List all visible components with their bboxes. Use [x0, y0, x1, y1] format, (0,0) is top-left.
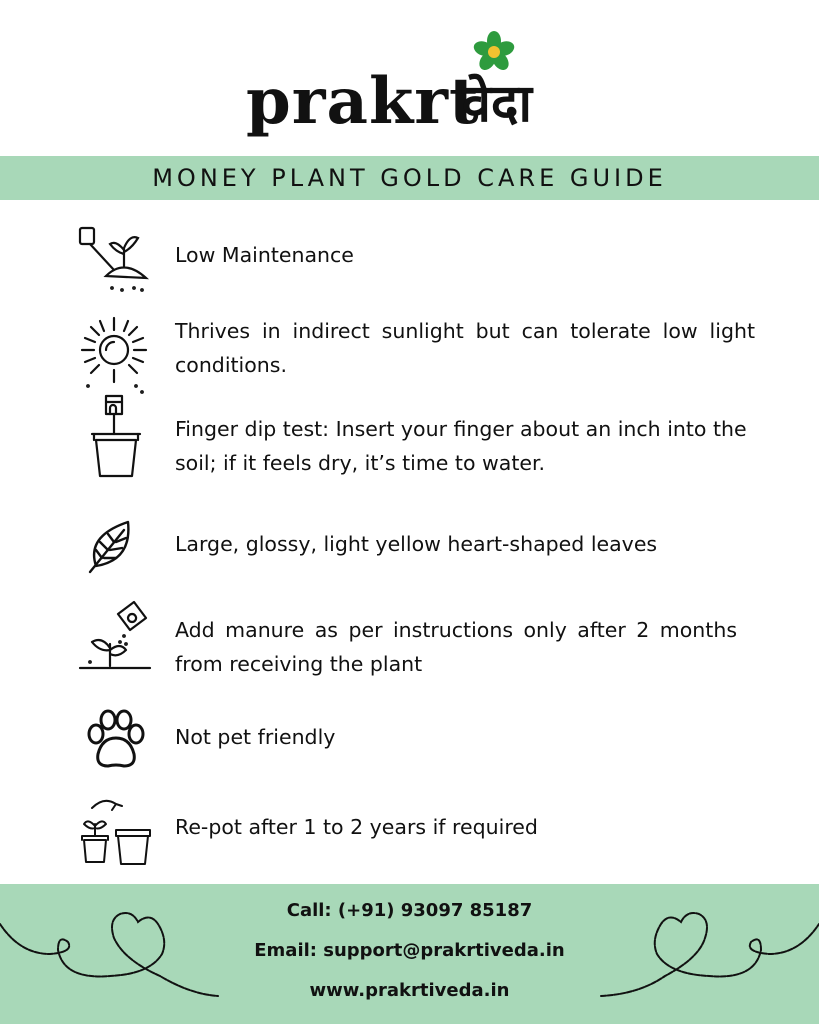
care-item-text: Not pet friendly: [175, 725, 336, 749]
finger-pot-icon: [76, 392, 156, 482]
care-item-fertilizer: [0, 596, 819, 678]
care-item-text: Low Maintenance: [175, 243, 354, 267]
care-item-text: Large, glossy, light yellow heart-shaped leaves: [175, 532, 658, 556]
care-item-text: Finger dip test: Insert your finger about an inch into the soil; if it feels dry, it’s time to water.: [175, 417, 747, 475]
contact-phone[interactable]: Call: (+91) 93097 85187: [286, 900, 533, 921]
sun-icon: [76, 312, 156, 394]
contact-email[interactable]: Email: support@prakrtiveda.in: [254, 940, 565, 961]
repot-icon: [76, 796, 156, 866]
brand-logo: [0, 28, 819, 143]
care-item-text: Re-pot after 1 to 2 years if required: [175, 815, 538, 839]
care-item-leaves: [0, 512, 819, 578]
care-item-text: Thrives in indirect sunlight but can tolerate low light conditions.: [175, 319, 755, 377]
logo-devanagari-text: वेदा: [462, 74, 532, 134]
contact-footer: [0, 884, 819, 1024]
care-item-watering: [0, 392, 819, 484]
care-item-sunlight: [0, 308, 819, 396]
leaf-icon: [76, 516, 156, 576]
title-banner: [0, 156, 819, 200]
care-item-maintenance: [0, 218, 819, 298]
contact-website[interactable]: www.prakrtiveda.in: [309, 980, 510, 1001]
paw-icon: [76, 706, 156, 772]
care-item-pets: [0, 704, 819, 774]
logo-latin-text: prakrt: [246, 64, 480, 139]
shovel-sprout-icon: [76, 222, 156, 294]
care-item-repot: [0, 794, 819, 866]
fertilizer-icon: [76, 598, 156, 674]
care-item-text: Add manure as per instructions only after 2 months from receiving the plant: [175, 618, 737, 676]
page-title: MONEY PLANT GOLD CARE GUIDE: [152, 164, 667, 192]
